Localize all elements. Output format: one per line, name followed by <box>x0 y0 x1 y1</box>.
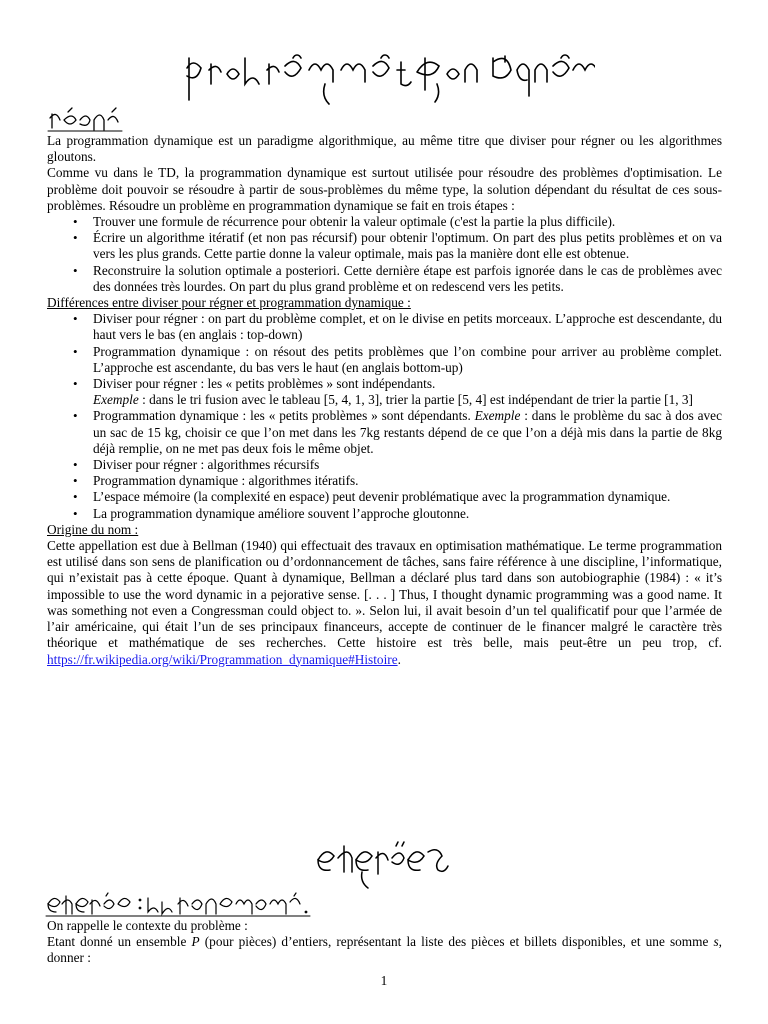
variable-P: P <box>191 934 200 950</box>
exercise-text <box>47 918 722 967</box>
exercise-text-part: , donner : <box>47 934 722 966</box>
exercise-line-1: On rappelle le contexte du problème : <box>47 918 248 933</box>
wikipedia-link[interactable]: https://fr.wikipedia.org/wiki/Programmation_dynamique#Histoire <box>47 651 398 667</box>
difference-text: : dans le tri fusion avec le tableau [5, 4, 1, 3], trier la partie [5, 4] est indépendant de trier la partie [1, 3] <box>138 392 693 408</box>
difference-item: • Diviser pour régner : algorithmes récursifs <box>93 457 722 473</box>
origin-heading: Origine du nom : <box>47 521 139 537</box>
difference-item <box>93 408 722 457</box>
title-calligraphy <box>175 40 595 110</box>
step-item: • Écrire un algorithme itératif (et non pas récursif) pour obtenir l'optimum. On part des plus petits problèmes et on va vers les plus grands. Cette partie donne la valeur optimale, mais pas la manière dont elle est obtenue. <box>93 230 722 262</box>
exercise-text-part: Etant donné un ensemble <box>47 934 192 950</box>
variable-s: s <box>713 934 719 950</box>
main-text <box>47 133 722 668</box>
difference-item <box>93 376 722 408</box>
exercise-subheading-calligraphy <box>44 888 314 922</box>
difference-text: : dans le problème du sac à dos avec un sac de 15 kg, choisir ce que l’on met dans les 7kg restants dépend de ce que l’on a déjà mis dans la partie de 8kg déjà remplie, on ne met pas deux fois le même objet. <box>93 408 722 456</box>
differences-list <box>47 311 722 522</box>
intro-paragraph-2: Comme vu dans le TD, la programmation dynamique est surtout utilisée pour résoudre des problèmes d'optimisation. Le problème doit pouvoir se résoudre à partir de sous-problèmes du même type, la solution dépendant du résultat de ces sous-problèmes. Résoudre un problème en programmation dynamique se fait en trois étapes : <box>47 165 722 213</box>
step-item: • Reconstruire la solution optimale a posteriori. Cette dernière étape est parfois ignorée dans le cas de problèmes avec des données très lourdes. On part du plus grand problème et on redescend vers les petits. <box>93 263 722 295</box>
difference-item: • Programmation dynamique : algorithmes itératifs. <box>93 473 722 489</box>
intro-paragraph-1: La programmation dynamique est un paradigme algorithmique, au même titre que diviser pour régner ou les algorithmes gloutons. <box>47 133 722 165</box>
example-label: Exemple <box>474 408 521 424</box>
difference-text: Diviser pour régner : les « petits problèmes » sont indépendants. <box>93 376 436 392</box>
difference-item: • Programmation dynamique : on résout des petits problèmes que l’on combine pour arriver au problème complet. L’approche est ascendante, du bas vers le haut (en anglais bottom-up) <box>93 344 722 376</box>
page-number: 1 <box>380 973 388 988</box>
origin-text: Cette appellation est due à Bellman (1940) qui effectuait des travaux en optimisation mathématique. Le terme programmation est utilisé dans son sens de planification ou d’ordonnancement de tâches, sans faire référence à une discipline, l’informatique, qui n’existait pas à cette époque. Quant à dynamique, Bellman a déclaré plus tard dans son autobiographie (1984) : « it’s impossible to use the word dynamic in a pejorative sense. [. . . ] Thus, I thought dynamic programming was a good name. It was something not even a Congressman could object to. ». Selon lui, il avait besoin d’un tel qualificatif pour que l’armée de l’air américaine, qui était l’un de ses principaux financeurs, accepte de continuer de le financer malgré le caractère très théorique et mathématique de ses recherches. Cette histoire est très belle, mais peut-être un peu trop, cf. <box>47 538 722 651</box>
difference-item: • La programmation dynamique améliore souvent l’approche gloutonne. <box>93 506 722 522</box>
origin-paragraph <box>47 538 722 668</box>
exercices-heading-calligraphy <box>310 822 450 892</box>
steps-list <box>47 214 722 295</box>
step-item: • Trouver une formule de récurrence pour obtenir la valeur optimale (c'est la partie la plus difficile). <box>93 214 722 230</box>
difference-item: • Diviser pour régner : on part du problème complet, et on le divise en petits morceaux. L’approche est descendante, du haut vers le bas (en anglais : top-down) <box>93 311 722 343</box>
differences-heading: Différences entre diviser pour régner et programmation dynamique : <box>47 295 411 311</box>
exercise-line-2 <box>47 934 722 966</box>
exercise-text-part: (pour pièces) d’entiers, représentant la liste des pièces et billets disponibles, et une somme <box>199 934 714 950</box>
difference-text: Programmation dynamique : les « petits problèmes » sont dépendants. <box>93 408 475 424</box>
origin-end: . <box>397 651 401 667</box>
difference-item: • L’espace mémoire (la complexité en espace) peut devenir problématique avec la programmation dynamique. <box>93 489 722 505</box>
example-label: Exemple <box>93 392 139 408</box>
